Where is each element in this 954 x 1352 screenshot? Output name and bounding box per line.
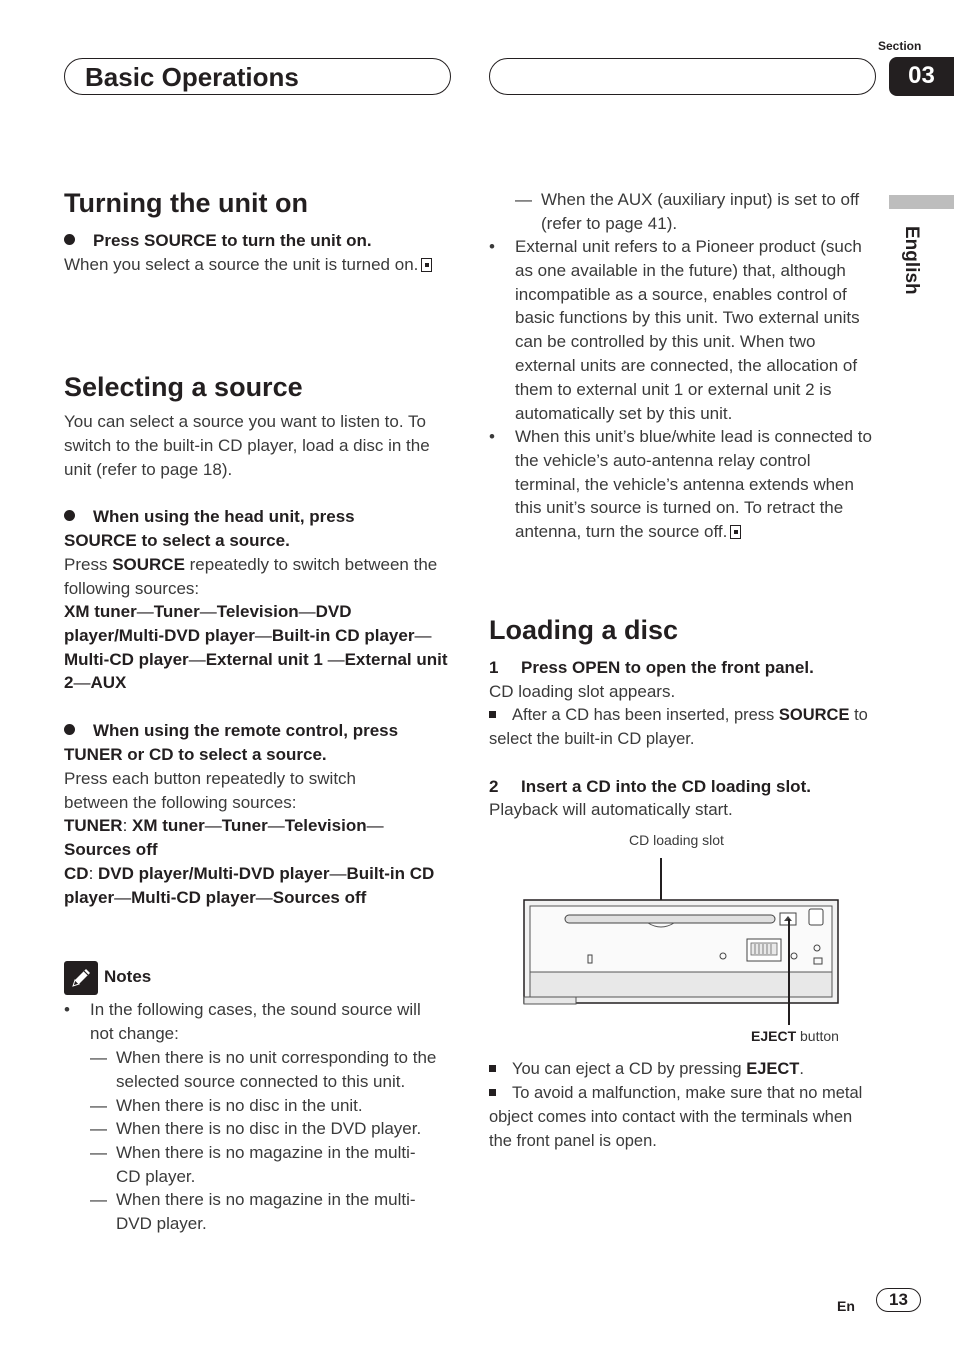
step-open-panel: 1 Press OPEN to open the front panel. <box>489 658 814 677</box>
open-panel-note: After a CD has been inserted, press SOURCE to select the built-in CD player. <box>489 706 868 748</box>
step-turn-on: Press SOURCE to turn the unit on. <box>64 229 454 253</box>
footer-language: En <box>837 1298 855 1314</box>
note-case-4: — When there is no magazine in the multi-CD player. <box>90 1143 416 1186</box>
step-remote: When using the remote control, press TUNER or CD to select a source. <box>64 721 399 764</box>
tuner-source-list: TUNER: XM tuner—Tuner—Television—Sources off <box>64 816 384 859</box>
square-bullet-icon <box>489 711 496 718</box>
note-metal-object: To avoid a malfunction, make sure that no metal object comes into contact with the terminals when the front panel is open. <box>489 1084 863 1150</box>
cd-source-list: CD: DVD player/Multi-DVD player—Built-in CD player—Multi-CD player—Sources off <box>64 864 435 907</box>
heading-selecting-source: Selecting a source <box>64 372 303 402</box>
note-intro: • In the following cases, the sound source will not change: <box>64 1000 421 1043</box>
heading-turning-on: Turning the unit on <box>64 188 308 218</box>
note-case-5: — When there is no magazine in the multi-DVD player. <box>90 1190 416 1233</box>
chapter-title: Basic Operations <box>85 62 299 92</box>
section-label: Section <box>878 39 922 53</box>
end-mark-icon <box>421 258 432 272</box>
head-unit-source-list: XM tuner—Tuner—Television—DVD player/Multi-DVD player—Built-in CD player—Multi-CD player—External unit 1 —External unit 2—AUX <box>64 602 448 693</box>
note-external-unit: • External unit refers to a Pioneer product (such as one available in the future) that, although incompatible as a source, enables control of basic functions by this unit. Two external units can be controlled by this unit. When two external units are connected, the allocation of them to external unit 1 or external unit 2 is automatically set by this unit. <box>489 237 862 423</box>
turn-on-body: When you select a source the unit is turned on. <box>64 253 444 277</box>
language-tab-label: English <box>901 226 922 295</box>
bullet-icon <box>64 510 75 521</box>
cd-unit-illustration <box>520 855 845 1035</box>
square-bullet-icon <box>489 1065 496 1072</box>
notes-icon <box>64 961 98 995</box>
remote-body: Press each button repeatedly to switch between the following sources: <box>64 769 356 812</box>
bullet-icon <box>64 234 75 245</box>
open-panel-body: CD loading slot appears. <box>489 682 676 701</box>
language-tab-bar <box>889 195 954 209</box>
label-cd-loading-slot: CD loading slot <box>629 832 724 848</box>
notes-title: Notes <box>104 967 152 986</box>
head-unit-body: Press SOURCE repeatedly to switch between the following sources: <box>64 555 438 598</box>
chapter-header <box>64 58 451 95</box>
step-head-unit: When using the head unit, press SOURCE to select a source. <box>64 507 355 550</box>
square-bullet-icon <box>489 1089 496 1096</box>
note-case-1: — When there is no unit corresponding to the selected source connected to this unit. <box>90 1048 437 1091</box>
note-case-2: — When there is no disc in the unit. <box>90 1096 363 1115</box>
heading-loading-disc: Loading a disc <box>489 615 679 645</box>
step-insert-cd: 2 Insert a CD into the CD loading slot. <box>489 777 811 796</box>
label-eject-button: EJECT button <box>751 1028 839 1044</box>
note-antenna: • When this unit’s blue/white lead is connected to the vehicle’s auto-antenna relay control terminal, the vehicle’s antenna extends when this unit’s source is turned on. To retract the antenna, turn the source off. <box>489 427 872 542</box>
header-blank-pill <box>489 58 876 95</box>
page-number: 13 <box>876 1288 921 1312</box>
note-eject: You can eject a CD by pressing EJECT. <box>489 1058 879 1082</box>
selecting-intro: You can select a source you want to listen to. To switch to the built-in CD player, load a disc in the unit (refer to page 18). <box>64 412 430 479</box>
bullet-icon <box>64 724 75 735</box>
insert-cd-body: Playback will automatically start. <box>489 800 733 819</box>
note-case-3: — When there is no disc in the DVD player. <box>90 1119 422 1138</box>
end-mark-icon <box>730 525 741 539</box>
note-case-6: — When the AUX (auxiliary input) is set to off (refer to page 41). <box>515 190 860 233</box>
section-number: 03 <box>889 57 954 96</box>
